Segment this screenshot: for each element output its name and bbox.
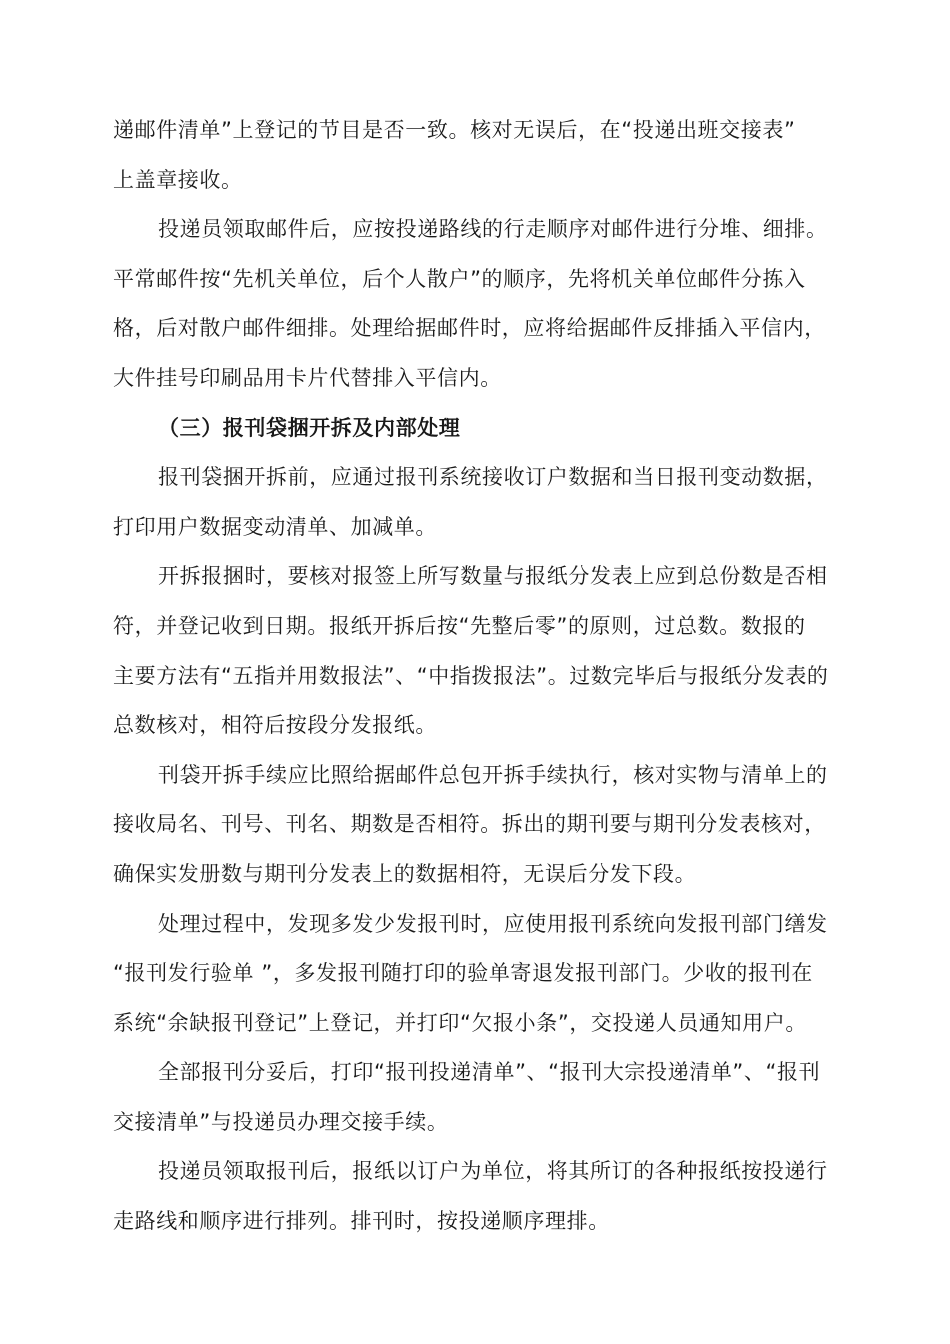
paragraph-start-line: 开拆报捆时，要核对报签上所写数量与报纸分发表上应到总份数是否相 [158,564,828,589]
paragraph-start-line: 全部报刊分妥后，打印“报刊投递清单”、“报刊大宗投递清单”、“报刊 [158,1060,821,1085]
body-line: 系统“余缺报刊登记”上登记，并打印“欠报小条”，交投递人员通知用户。 [113,1010,807,1035]
paragraph-start-line: 报刊袋捆开拆前，应通过报刊系统接收订户数据和当日报刊变动数据， [158,465,828,490]
paragraph-start-line: 刊袋开拆手续应比照给据邮件总包开拆手续执行，核对实物与清单上的 [158,762,828,787]
body-line: 格，后对散户邮件细排。处理给据邮件时，应将给据邮件反排插入平信内， [113,316,826,341]
paragraph-start-line: 投递员领取报刊后，报纸以订户为单位，将其所订的各种报纸按投递行 [158,1159,828,1184]
document-body [113,106,853,1247]
body-line: 大件挂号印刷品用卡片代替排入平信内。 [113,365,502,390]
section-heading: （三）报刊袋捆开拆及内部处理 [158,415,461,440]
body-line: 交接清单”与投递员办理交接手续。 [113,1109,449,1134]
paragraph-start-line: 投递员领取邮件后，应按投递路线的行走顺序对邮件进行分堆、细排。 [158,217,828,242]
body-line: 平常邮件按“先机关单位，后个人散户”的顺序，先将机关单位邮件分拣入 [113,266,806,291]
body-line: 确保实发册数与期刊分发表上的数据相符，无误后分发下段。 [113,861,697,886]
body-line: 走路线和顺序进行排列。排刊时，按投递顺序理排。 [113,1209,610,1234]
body-line: 总数核对，相符后按段分发报纸。 [113,713,437,738]
body-line: 接收局名、刊号、刊名、期数是否相符。拆出的期刊要与期刊分发表核对， [113,812,826,837]
body-line: 递邮件清单”上登记的节目是否一致。核对无误后，在“投递出班交接表” [113,118,796,142]
body-line: 符，并登记收到日期。报纸开拆后按“先整后零”的原则，过总数。数报的 [113,613,806,638]
body-line: 主要方法有“五指并用数报法”、“中指拨报法”。过数完毕后与报纸分发表的 [113,663,829,688]
body-line: “报刊发行验单 ”，多发报刊随打印的验单寄退发报刊部门。少收的报刊在 [113,961,813,986]
body-line: 上盖章接收。 [113,167,243,192]
paragraph-start-line: 处理过程中，发现多发少发报刊时，应使用报刊系统向发报刊部门缮发 [158,911,828,936]
body-line: 打印用户数据变动清单、加减单。 [113,514,437,539]
